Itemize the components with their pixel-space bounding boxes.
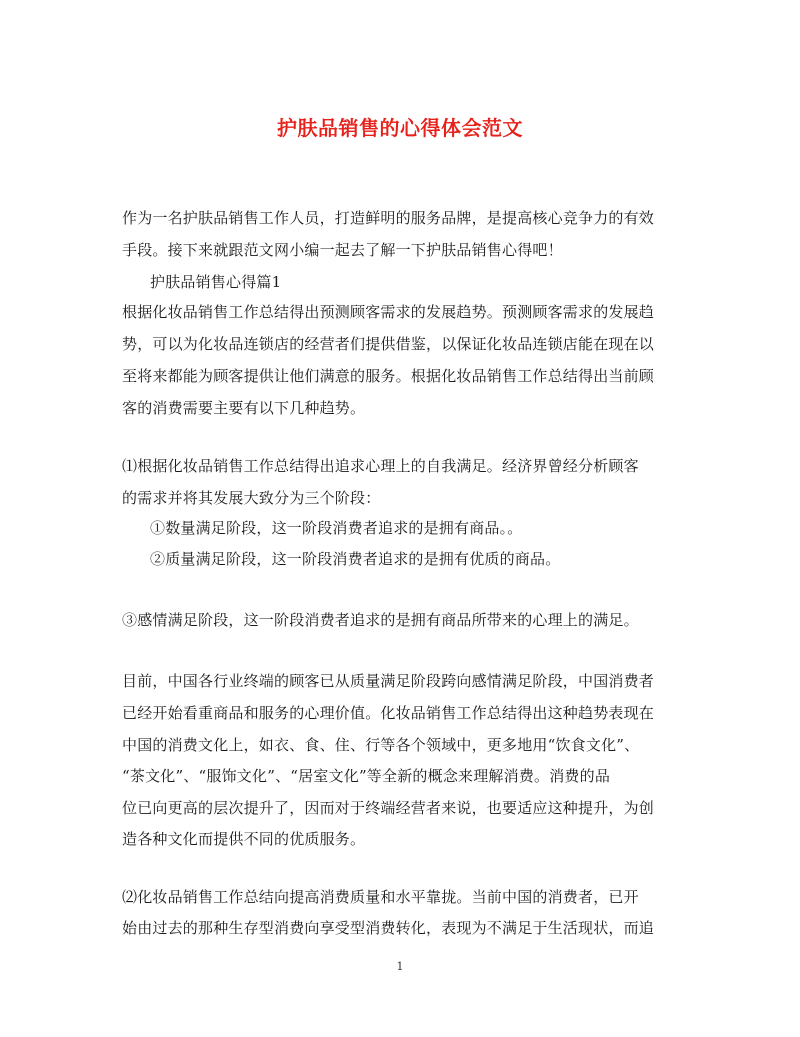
list-item: ①数量满足阶段，这一阶段消费者追求的是拥有商品。。 — [150, 519, 523, 537]
paragraph-line: ⑵化妆品销售工作总结向提高消费质量和水平靠拢。当前中国的消费者，已开 — [122, 888, 639, 906]
paragraph-line: 位已向更高的层次提升了，因而对于终端经营者来说，也要适应这种提升，为创 — [122, 799, 655, 817]
paragraph-line: 目前，中国各行业终端的顾客已从质量满足阶段跨向感情满足阶段，中国消费者 — [122, 672, 655, 690]
paragraph-line: 中国的消费文化上，如衣、食、住、行等各个领域中，更多地用“饮食文化”、 — [122, 736, 640, 754]
paragraph-line: 势，可以为化妆品连锁店的经营者们提供借鉴，以保证化妆品连锁店能在现在以 — [122, 335, 655, 353]
paragraph-line: 作为一名护肤品销售工作人员，打造鲜明的服务品牌，是提高核心竞争力的有效 — [122, 209, 655, 227]
list-item: ③感情满足阶段，这一阶段消费者追求的是拥有商品所带来的心理上的满足。 — [122, 611, 639, 629]
list-item: ②质量满足阶段，这一阶段消费者追求的是拥有优质的商品。 — [150, 550, 561, 568]
paragraph-line: 客的消费需要主要有以下几种趋势。 — [122, 399, 366, 417]
paragraph-line: 的需求并将其发展大致分为三个阶段： — [122, 489, 381, 507]
paragraph-line: 已经开始看重商品和服务的心理价值。化妆品销售工作总结得出这种趋势表现在 — [122, 704, 655, 722]
paragraph-line: 始由过去的那种生存型消费向享受型消费转化，表现为不满足于生活现状，而追 — [122, 919, 655, 937]
paragraph-line: 造各种文化而提供不同的优质服务。 — [122, 830, 366, 848]
paragraph-line: 根据化妆品销售工作总结得出预测顾客需求的发展趋势。预测顾客需求的发展趋 — [122, 303, 655, 321]
page-number: 1 — [396, 960, 404, 973]
paragraph-line: “茶文化”、“服饰文化”、“居室文化”等全新的概念来理解消费。消费的品 — [122, 767, 611, 785]
paragraph-line: ⑴根据化妆品销售工作总结得出追求心理上的自我满足。经济界曾经分析顾客 — [122, 457, 639, 475]
document-title: 护肤品销售的心得体会范文 — [277, 116, 523, 140]
paragraph-line: 手段。接下来就跟范文网小编一起去了解一下护肤品销售心得吧！ — [122, 241, 563, 259]
paragraph-line: 至将来都能为顾客提供让他们满意的服务。根据化妆品销售工作总结得出当前顾 — [122, 367, 655, 385]
section-heading: 护肤品销售心得篇1 — [150, 273, 282, 291]
